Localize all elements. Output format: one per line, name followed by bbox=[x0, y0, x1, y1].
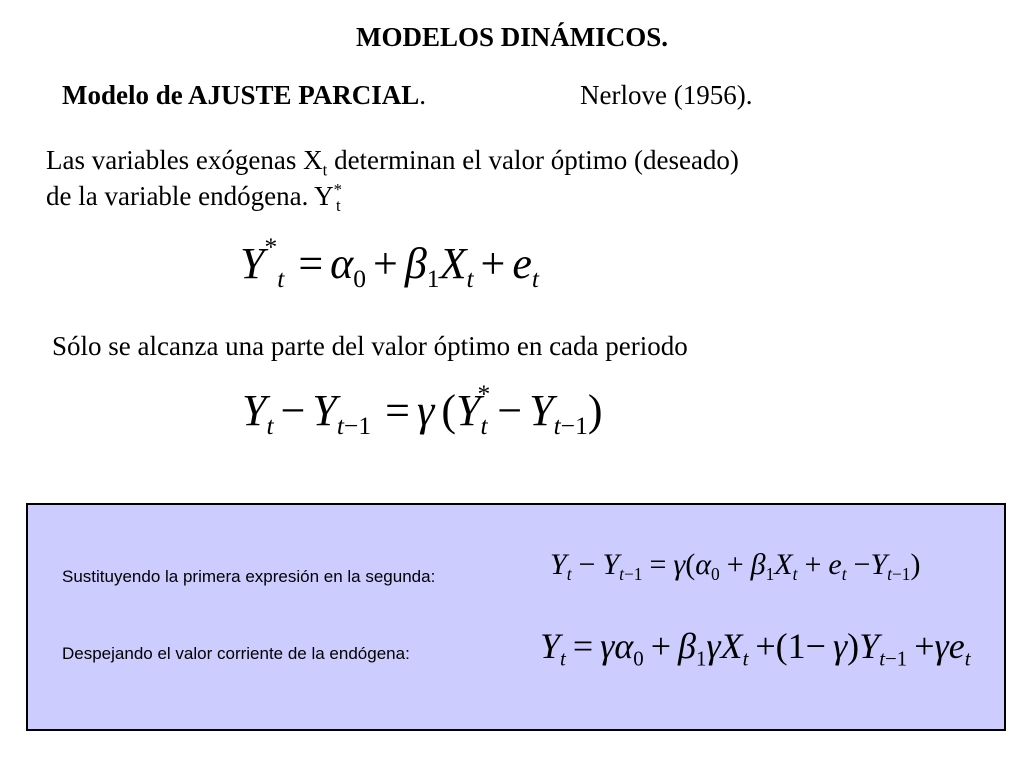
model-subtitle bbox=[62, 80, 426, 111]
partial-adjustment-sentence: Sólo se alcanza una parte del valor óptimo en cada periodo bbox=[52, 331, 688, 361]
intro-paragraph bbox=[46, 142, 739, 214]
substitution-label: Sustituyendo la primera expresión en la segunda: bbox=[62, 567, 436, 586]
equation-partial-adjustment: $Y_t - Y_{t-1} = \gamma$ $(Y_t^* - Y_{t-1})$ bbox=[242, 379, 603, 440]
equation-reduced-form: $Y_t = \gamma\alpha_0 + \beta_1\gamma X_t +(1- \gamma)Y_{t-1} +\gamma e_t$ bbox=[540, 626, 971, 671]
solve-label: Despejando el valor corriente de la endógena: bbox=[62, 644, 410, 663]
model-name: Modelo de AJUSTE PARCIAL bbox=[62, 80, 420, 110]
author-citation: Nerlove (1956). bbox=[580, 80, 753, 110]
derivation-box bbox=[26, 503, 1006, 731]
equation-optimal-value: $Y^*_t = \alpha_0 + \beta_1X_t + e_t$ bbox=[240, 232, 539, 293]
equation-substitution: $Y_t - Y_{t-1} = \gamma(\alpha_0 + \beta_1X_t + e_t -Y_{t-1})$ bbox=[550, 548, 921, 585]
model-name-dot: . bbox=[419, 80, 427, 110]
slide-title: MODELOS DINÁMICOS. bbox=[355, 22, 669, 52]
intro-line-2: de la variable endógena. $Y^*_t$ bbox=[46, 180, 342, 216]
intro-line-1: Las variables exógenas $X_t$ determinan el valor óptimo (deseado) bbox=[46, 145, 739, 180]
